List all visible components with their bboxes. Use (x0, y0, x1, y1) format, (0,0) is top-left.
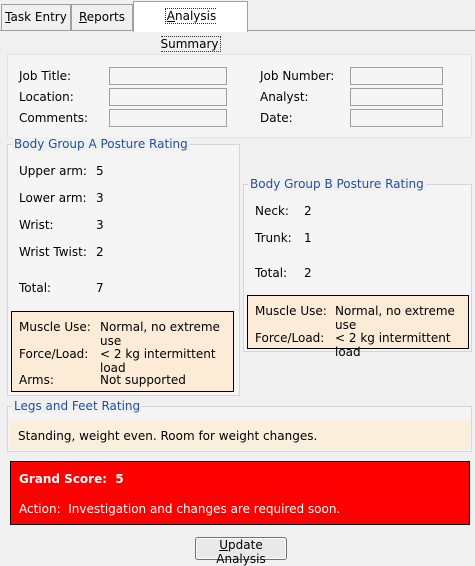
group-a-total-value: 7 (96, 281, 104, 295)
wrist-label: Wrist: (19, 218, 54, 232)
group-b-muscle-use-label: Muscle Use: (255, 304, 327, 318)
group-a-muscle-use-value: Normal, no extreme use (100, 320, 220, 348)
update-analysis-button[interactable]: Update Analysis (195, 537, 287, 560)
analyst-field[interactable] (350, 88, 443, 106)
body-group-a-section (7, 137, 240, 396)
arms-label: Arms: (19, 373, 54, 387)
location-field[interactable] (109, 88, 227, 106)
job-title-label: Job Title: (19, 69, 72, 83)
date-label: Date: (260, 111, 293, 125)
analyst-label: Analyst: (260, 90, 309, 104)
group-a-muscle-use-label: Muscle Use: (19, 320, 91, 334)
grand-action-value: Investigation and changes are required soon. (68, 502, 341, 516)
wrist-value: 3 (96, 218, 104, 232)
grand-action: Action: Investigation and changes are required soon. (19, 502, 341, 516)
legs-feet-box (9, 419, 470, 450)
group-a-force-load-label: Force/Load: (19, 347, 89, 361)
comments-field[interactable] (109, 109, 227, 127)
upper-arm-value: 5 (96, 164, 104, 178)
legs-feet-value: Standing, weight even. Room for weight changes. (18, 429, 318, 443)
lower-arm-label: Lower arm: (19, 191, 87, 205)
legs-feet-title: Legs and Feet Rating (14, 399, 141, 413)
grand-score-value: 5 (115, 472, 124, 486)
group-a-force-load-value: < 2 kg intermittent load (100, 347, 216, 375)
arms-value: Not supported (100, 373, 186, 387)
trunk-label: Trunk: (255, 231, 292, 245)
comments-label: Comments: (19, 111, 89, 125)
group-b-muscle-use-value: Normal, no extreme use (335, 304, 455, 332)
group-b-force-load-label: Force/Load: (255, 331, 325, 345)
group-a-total-label: Total: (19, 281, 52, 295)
tab-reports[interactable]: Reports (71, 4, 133, 31)
trunk-value: 1 (304, 231, 312, 245)
wrist-twist-label: Wrist Twist: (19, 245, 87, 259)
job-title-field[interactable] (109, 67, 227, 85)
date-field[interactable] (350, 109, 443, 127)
grand-score: Grand Score: 5 (19, 472, 124, 486)
wrist-twist-value: 2 (96, 245, 104, 259)
job-number-field[interactable] (350, 67, 443, 85)
tab-analysis-summary[interactable] (133, 1, 248, 51)
tab-analysis-summary-label: Analysis Summary (160, 9, 219, 51)
group-b-factors-box (247, 295, 469, 359)
upper-arm-label: Upper arm: (19, 164, 87, 178)
location-label: Location: (19, 90, 74, 104)
group-b-total-value: 2 (304, 266, 312, 280)
body-group-b-section (243, 177, 472, 359)
body-group-b-title: Body Group B Posture Rating (250, 177, 424, 191)
lower-arm-value: 3 (96, 191, 104, 205)
tab-bar (0, 0, 475, 51)
body-group-a-title: Body Group A Posture Rating (14, 137, 188, 151)
grand-score-box (10, 461, 470, 525)
job-number-label: Job Number: (260, 69, 335, 83)
legs-feet-section (7, 399, 472, 452)
job-info-section (7, 54, 472, 138)
group-b-total-label: Total: (255, 266, 288, 280)
analysis-summary-panel (0, 31, 475, 566)
neck-value: 2 (304, 204, 312, 218)
tab-task-entry[interactable]: Task Entry (1, 4, 71, 31)
neck-label: Neck: (255, 204, 289, 218)
group-a-factors-box (11, 311, 234, 392)
group-b-force-load-value: < 2 kg intermittent load (335, 331, 451, 359)
